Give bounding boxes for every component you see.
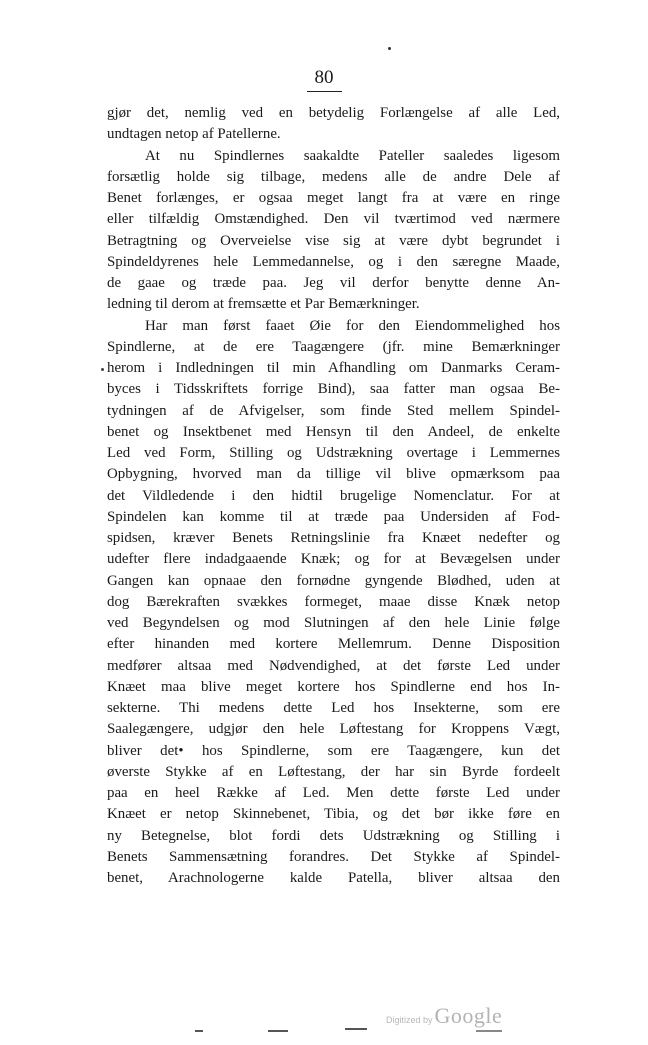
text-line: efter hinanden med kortere Mellemrum. Denne Disposition — [107, 636, 560, 653]
page-number — [0, 66, 648, 92]
text-line: Spindeldyrenes hele Lemmedannelse, og i den særegne Maade, — [107, 253, 560, 270]
text-line: tydningen af de Afvigelser, som finde Sted mellem Spindel- — [107, 402, 560, 419]
text-line: Benet forlænges, er ogsaa meget langt fra at være en ringe — [107, 190, 560, 206]
text-line: Knæet er netop Skinnebenet, Tibia, og det bør ikke føre en — [107, 806, 560, 823]
text-line: paa en heel Række af Led. Men dette første Led under — [107, 785, 560, 801]
text-line: benet, Arachnologerne kalde Patella, bliver altsaa den — [107, 870, 560, 886]
text-line: spidsen, kræver Benets Retningslinie fra Knæet nedefter og — [107, 530, 560, 546]
text-line: Saalegængere, udgjør den hele Løftestang for Kroppens Vægt, — [107, 721, 560, 738]
text-line: sekterne. Thi medens dette Led hos Insekterne, som ere — [107, 700, 560, 716]
scan-mark — [268, 1030, 288, 1032]
text-line: Opbygning, hvorved man da tillige vil blive opmærksom paa — [107, 466, 560, 483]
body-text — [107, 103, 560, 889]
text-line: udefter flere indadgaaende Knæk; og for at Bevægelsen under — [107, 551, 560, 568]
google-logo: Google — [434, 1003, 503, 1028]
text-line: Betragtning og Overveielse vise sig at være dybt begrundet i — [107, 232, 560, 249]
text-line: Har man først faaet Øie for den Eiendommelighed hos — [145, 317, 560, 334]
text-line: At nu Spindlernes saakaldte Pateller saaledes ligesom — [145, 147, 560, 164]
text-line: byces i Tidsskriftets forrige Bind), saa fatter man ogsaa Be- — [107, 381, 560, 398]
text-line: Led ved Form, Stilling og Udstrækning overtage i Lemmernes — [107, 445, 560, 461]
text-line: Gangen kan opnaae den fornødne gyngende Blødhed, uden at — [107, 572, 560, 589]
watermark-prefix: Digitized by — [386, 1015, 433, 1025]
text-line: dog Bærekraften svækkes formeget, maae disse Knæk netop — [107, 593, 560, 610]
text-line: de gaae og træde paa. Jeg vil derfor benytte denne An- — [107, 275, 560, 291]
text-line: ledning til derom at fremsætte et Par Bemærkninger. — [107, 296, 420, 313]
text-line: ny Betegnelse, blot fordi dets Udstrækning og Stilling i — [107, 827, 560, 844]
text-line: forsætlig holde sig tilbage, medens alle de andre Dele af — [107, 168, 560, 185]
text-line: ved Begyndelsen og mod Slutningen af den hele Linie følge — [107, 615, 560, 631]
text-line: herom i Indledningen til min Afhandling om Danmarks Ceram- — [107, 360, 560, 376]
digitized-watermark — [386, 1003, 502, 1029]
text-line: Knæet maa blive meget kortere hos Spindlerne end hos In- — [107, 678, 560, 695]
text-line: medfører altsaa med Nødvendighed, at det første Led under — [107, 657, 560, 674]
text-line: undtagen netop af Patellerne. — [107, 126, 281, 143]
text-line: Spindelen kan komme til at træde paa Undersiden af Fod- — [107, 508, 560, 525]
text-line: benet og Insektbenet med Hensyn til den Andeel, de enkelte — [107, 423, 560, 440]
text-line: Spindlerne, at de ere Taagængere (jfr. mine Bemærkninger — [107, 338, 560, 355]
scan-mark — [195, 1030, 203, 1032]
text-line: øverste Stykke af en Løftestang, der har sin Byrde fordeelt — [107, 763, 560, 780]
text-line: bliver det• hos Spindlerne, som ere Taagængere, kun det — [107, 742, 560, 759]
text-line: Benets Sammensætning forandres. Det Stykke af Spindel- — [107, 848, 560, 865]
margin-mark — [101, 368, 104, 371]
text-line: gjør det, nemlig ved en betydelig Forlængelse af alle Led, — [107, 105, 560, 121]
stray-dot — [388, 47, 391, 50]
scan-mark — [476, 1030, 502, 1032]
text-line: det Vildledende i den hidtil brugelige Nomenclatur. For at — [107, 487, 560, 504]
page-number-text: 80 — [307, 66, 342, 92]
text-line: eller tilfældig Omstændighed. Den vil tværtimod ved nærmere — [107, 211, 560, 228]
scan-mark — [345, 1028, 367, 1030]
